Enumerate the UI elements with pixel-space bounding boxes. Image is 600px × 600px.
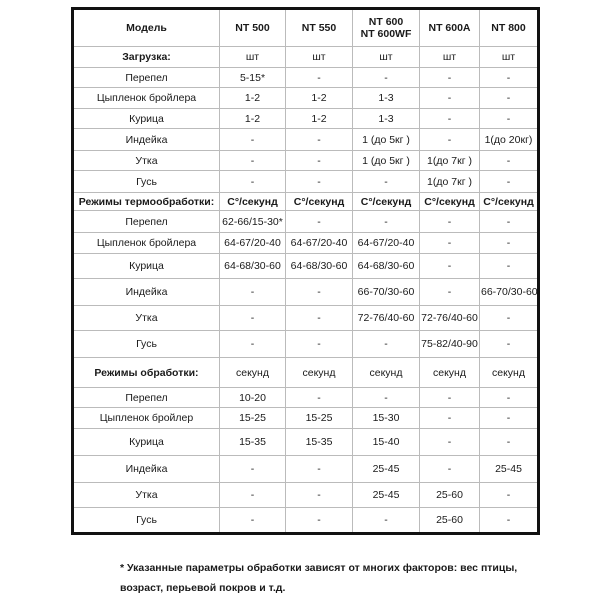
value-cell: -: [480, 88, 539, 109]
value-cell: 72-76/40-60: [353, 306, 420, 331]
table-row: [73, 456, 539, 483]
unit-cell: секунд: [420, 358, 480, 388]
value-cell: 66-70/30-60: [480, 279, 539, 306]
unit-cell: C°/секунд: [420, 193, 480, 211]
bird-name: Перепел: [73, 211, 220, 233]
value-cell: -: [353, 171, 420, 193]
value-cell: 1(до 20кг): [480, 129, 539, 151]
bird-name: Цыпленок бройлера: [73, 233, 220, 254]
value-cell: -: [353, 508, 420, 534]
value-cell: -: [480, 508, 539, 534]
table-row: [73, 68, 539, 88]
specs-table: [71, 7, 540, 535]
unit-cell: C°/секунд: [353, 193, 420, 211]
value-cell: -: [480, 233, 539, 254]
bird-name: Индейка: [73, 279, 220, 306]
unit-cell: шт: [220, 47, 286, 68]
value-cell: -: [480, 211, 539, 233]
value-cell: -: [420, 211, 480, 233]
value-cell: -: [480, 68, 539, 88]
value-cell: 1 (до 5кг ): [353, 151, 420, 171]
table-row: [73, 331, 539, 358]
value-cell: 64-68/30-60: [286, 254, 353, 279]
unit-cell: секунд: [353, 358, 420, 388]
value-cell: 62-66/15-30*: [220, 211, 286, 233]
bird-name: Гусь: [73, 331, 220, 358]
value-cell: 25-45: [353, 483, 420, 508]
value-cell: -: [480, 408, 539, 429]
bird-name: Гусь: [73, 508, 220, 534]
model-name: NT 800: [480, 9, 539, 47]
value-cell: -: [420, 254, 480, 279]
unit-cell: C°/секунд: [480, 193, 539, 211]
value-cell: -: [353, 388, 420, 408]
value-cell: -: [480, 429, 539, 456]
value-cell: -: [420, 109, 480, 129]
value-cell: -: [220, 171, 286, 193]
value-cell: 15-25: [286, 408, 353, 429]
unit-cell: секунд: [480, 358, 539, 388]
table-row: [73, 151, 539, 171]
table-row: [73, 429, 539, 456]
table-row: [73, 129, 539, 151]
table-row: [73, 388, 539, 408]
table-row: [73, 233, 539, 254]
value-cell: 1-2: [220, 109, 286, 129]
unit-cell: C°/секунд: [220, 193, 286, 211]
section-title: Режимы обработки:: [73, 358, 220, 388]
table-row: [73, 109, 539, 129]
value-cell: -: [286, 508, 353, 534]
value-cell: -: [286, 456, 353, 483]
value-cell: -: [220, 279, 286, 306]
value-cell: -: [480, 171, 539, 193]
value-cell: 1-2: [220, 88, 286, 109]
bird-name: Перепел: [73, 388, 220, 408]
table-row: [73, 171, 539, 193]
table-row: [73, 483, 539, 508]
unit-cell: секунд: [220, 358, 286, 388]
value-cell: 64-68/30-60: [220, 254, 286, 279]
value-cell: -: [286, 331, 353, 358]
value-cell: 25-45: [353, 456, 420, 483]
value-cell: -: [480, 151, 539, 171]
value-cell: -: [220, 306, 286, 331]
value-cell: -: [220, 331, 286, 358]
section-header-row: [73, 193, 539, 211]
value-cell: -: [353, 68, 420, 88]
value-cell: -: [480, 483, 539, 508]
value-cell: 1-2: [286, 88, 353, 109]
value-cell: -: [220, 129, 286, 151]
header-row: [73, 9, 539, 47]
section-title: Загрузка:: [73, 47, 220, 68]
value-cell: -: [480, 306, 539, 331]
value-cell: -: [286, 388, 353, 408]
value-cell: 15-30: [353, 408, 420, 429]
table-row: [73, 254, 539, 279]
value-cell: 15-35: [220, 429, 286, 456]
value-cell: -: [420, 456, 480, 483]
value-cell: 64-68/30-60: [353, 254, 420, 279]
value-cell: 64-67/20-40: [220, 233, 286, 254]
value-cell: 15-25: [220, 408, 286, 429]
bird-name: Курица: [73, 254, 220, 279]
value-cell: -: [220, 483, 286, 508]
bird-name: Гусь: [73, 171, 220, 193]
unit-cell: шт: [420, 47, 480, 68]
value-cell: -: [420, 408, 480, 429]
value-cell: 1-2: [286, 109, 353, 129]
value-cell: -: [420, 279, 480, 306]
table-row: [73, 408, 539, 429]
unit-cell: секунд: [286, 358, 353, 388]
value-cell: -: [220, 456, 286, 483]
value-cell: -: [286, 68, 353, 88]
bird-name: Курица: [73, 109, 220, 129]
bird-name: Цыпленок бройлер: [73, 408, 220, 429]
table-row: [73, 306, 539, 331]
value-cell: 15-40: [353, 429, 420, 456]
value-cell: 1(до 7кг ): [420, 171, 480, 193]
value-cell: -: [420, 233, 480, 254]
value-cell: -: [286, 306, 353, 331]
value-cell: -: [286, 129, 353, 151]
value-cell: 1 (до 5кг ): [353, 129, 420, 151]
unit-cell: шт: [353, 47, 420, 68]
value-cell: -: [420, 388, 480, 408]
footnote: * Указанные параметры обработки зависят от многих факторов: вес птицы, возраст, перьевой покров и т.д.: [120, 562, 518, 594]
value-cell: 25-60: [420, 508, 480, 534]
value-cell: -: [420, 68, 480, 88]
value-cell: 5-15*: [220, 68, 286, 88]
model-name: NT 550: [286, 9, 353, 47]
value-cell: -: [480, 109, 539, 129]
model-name: NT 600A: [420, 9, 480, 47]
table-row: [73, 508, 539, 534]
value-cell: -: [286, 279, 353, 306]
value-cell: -: [286, 211, 353, 233]
value-cell: -: [480, 331, 539, 358]
table-row: [73, 211, 539, 233]
value-cell: 64-67/20-40: [353, 233, 420, 254]
value-cell: -: [286, 151, 353, 171]
unit-cell: шт: [480, 47, 539, 68]
value-cell: -: [353, 331, 420, 358]
value-cell: 75-82/40-90: [420, 331, 480, 358]
model-name: NT 600 NT 600WF: [353, 9, 420, 47]
section-title: Режимы термообработки:: [73, 193, 220, 211]
value-cell: -: [420, 129, 480, 151]
bird-name: Курица: [73, 429, 220, 456]
bird-name: Цыпленок бройлера: [73, 88, 220, 109]
value-cell: -: [480, 254, 539, 279]
section-header-row: [73, 358, 539, 388]
value-cell: -: [286, 171, 353, 193]
bird-name: Утка: [73, 151, 220, 171]
section-header-row: [73, 47, 539, 68]
value-cell: 25-45: [480, 456, 539, 483]
unit-cell: шт: [286, 47, 353, 68]
value-cell: -: [220, 151, 286, 171]
value-cell: 10-20: [220, 388, 286, 408]
model-name: NT 500: [220, 9, 286, 47]
value-cell: 72-76/40-60: [420, 306, 480, 331]
bird-name: Утка: [73, 306, 220, 331]
table-row: [73, 88, 539, 109]
value-cell: -: [286, 483, 353, 508]
value-cell: 1-3: [353, 88, 420, 109]
value-cell: -: [480, 388, 539, 408]
value-cell: -: [420, 429, 480, 456]
value-cell: 15-35: [286, 429, 353, 456]
unit-cell: C°/секунд: [286, 193, 353, 211]
value-cell: -: [353, 211, 420, 233]
value-cell: 25-60: [420, 483, 480, 508]
value-cell: -: [220, 508, 286, 534]
bird-name: Индейка: [73, 129, 220, 151]
bird-name: Индейка: [73, 456, 220, 483]
model-header: Модель: [73, 9, 220, 47]
value-cell: 66-70/30-60: [353, 279, 420, 306]
value-cell: 1(до 7кг ): [420, 151, 480, 171]
value-cell: 1-3: [353, 109, 420, 129]
value-cell: -: [420, 88, 480, 109]
table-row: [73, 279, 539, 306]
value-cell: 64-67/20-40: [286, 233, 353, 254]
bird-name: Утка: [73, 483, 220, 508]
bird-name: Перепел: [73, 68, 220, 88]
